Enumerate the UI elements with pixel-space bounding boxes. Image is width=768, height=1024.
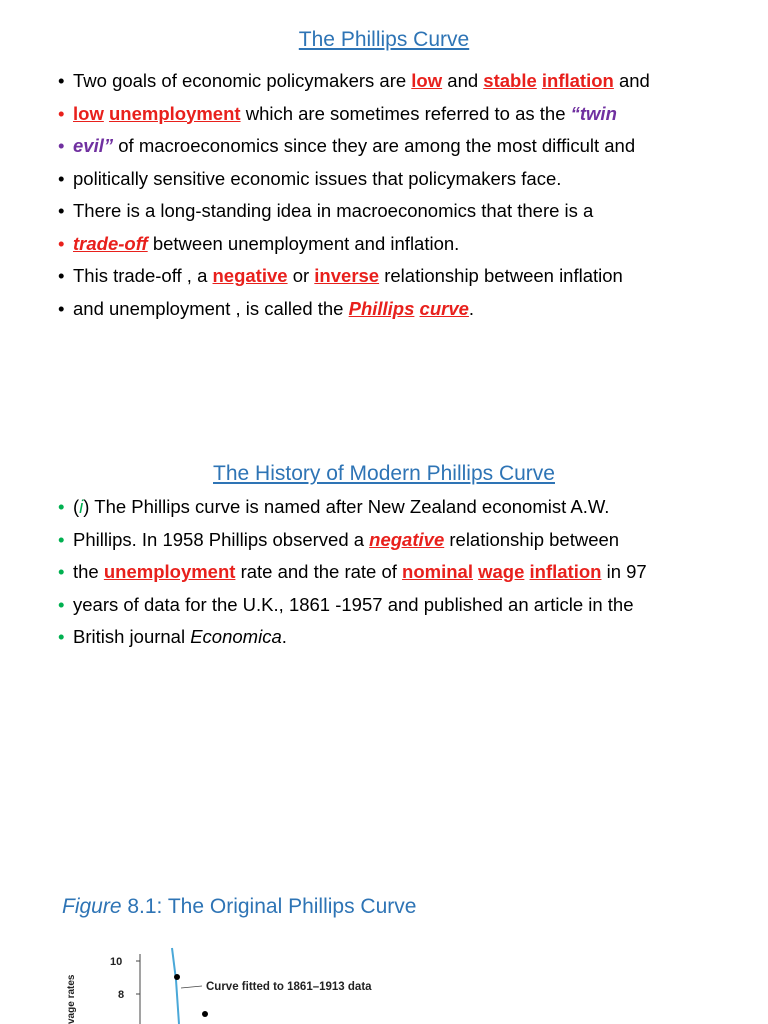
emphasis-text: evil” bbox=[73, 135, 114, 156]
body-text: relationship between inflation bbox=[379, 265, 623, 286]
list-item bbox=[58, 195, 650, 228]
bullet-marker: • bbox=[58, 626, 65, 647]
emphasis-text: inflation bbox=[529, 561, 602, 582]
phillips-curve-figure bbox=[60, 940, 520, 1024]
y-tick-label-8: 8 bbox=[118, 989, 125, 1001]
bullet-marker: • bbox=[58, 297, 65, 319]
emphasis-text: Economica bbox=[190, 626, 282, 647]
figure-caption bbox=[62, 895, 416, 919]
list-item bbox=[58, 130, 650, 163]
emphasis-text: unemployment bbox=[108, 102, 241, 124]
emphasis-text: unemployment bbox=[103, 561, 236, 582]
y-tick-label-10: 10 bbox=[110, 956, 123, 968]
list-item bbox=[58, 260, 650, 293]
body-text: and bbox=[442, 70, 484, 91]
body-text: ( bbox=[73, 496, 80, 517]
y-axis-label: vage rates bbox=[66, 974, 77, 1024]
list-item bbox=[58, 65, 650, 98]
emphasis-text: i bbox=[79, 496, 84, 517]
curve-label: Curve fitted to 1861–1913 data bbox=[206, 981, 372, 993]
phillips-curve-bullet-list bbox=[58, 65, 650, 325]
list-item bbox=[58, 98, 650, 131]
data-point bbox=[174, 974, 180, 980]
body-text: This trade-off , a bbox=[73, 265, 213, 286]
bullet-marker: • bbox=[58, 593, 65, 615]
history-bullet-list bbox=[58, 491, 647, 654]
bullet-marker: • bbox=[58, 232, 65, 254]
emphasis-text: low bbox=[73, 102, 104, 124]
emphasis-text: negative bbox=[212, 265, 288, 286]
bullet-marker: • bbox=[58, 496, 65, 517]
emphasis-text: Phillips bbox=[348, 297, 415, 319]
body-text: British journal bbox=[73, 626, 191, 647]
bullet-marker: • bbox=[58, 265, 65, 286]
bullet-marker: • bbox=[58, 135, 65, 156]
list-item bbox=[58, 589, 647, 622]
emphasis-text: “twin bbox=[570, 102, 617, 124]
list-item bbox=[58, 293, 650, 326]
body-text: which are sometimes referred to as the bbox=[240, 102, 571, 124]
body-text: There is a long-standing idea in macroeconomics that there is a bbox=[73, 200, 594, 221]
bullet-marker: • bbox=[58, 528, 65, 550]
list-item bbox=[58, 491, 647, 524]
body-text: between unemployment and inflation. bbox=[147, 232, 460, 254]
body-text: and bbox=[613, 70, 650, 91]
emphasis-text: curve bbox=[419, 297, 469, 319]
figure-caption-text: 8.1: The Original Phillips Curve bbox=[121, 895, 417, 918]
list-item bbox=[58, 228, 650, 261]
bullet-marker: • bbox=[58, 561, 65, 582]
emphasis-text: inverse bbox=[314, 265, 380, 286]
body-text: rate and the rate of bbox=[235, 561, 403, 582]
body-text: politically sensitive economic issues that policymakers face. bbox=[73, 167, 562, 189]
emphasis-text: nominal bbox=[402, 561, 473, 582]
emphasis-text: wage bbox=[478, 561, 525, 582]
body-text: Two goals of economic policymakers are bbox=[73, 70, 412, 91]
emphasis-text: stable bbox=[483, 70, 537, 91]
section-title-history: The History of Modern Phillips Curve bbox=[213, 462, 555, 485]
body-text: or bbox=[287, 265, 315, 286]
body-text: and unemployment , is called the bbox=[73, 297, 349, 319]
body-text: . bbox=[281, 626, 287, 647]
list-item bbox=[58, 163, 650, 196]
body-text: of macroeconomics since they are among the most difficult and bbox=[113, 135, 636, 156]
bullet-marker: • bbox=[58, 102, 65, 124]
section-title-phillips-curve: The Phillips Curve bbox=[298, 28, 470, 51]
body-text: . bbox=[468, 297, 475, 319]
figure-caption-label: Figure bbox=[62, 895, 122, 918]
data-point bbox=[202, 1011, 208, 1017]
emphasis-text: inflation bbox=[541, 70, 614, 91]
bullet-marker: • bbox=[58, 200, 65, 221]
bullet-marker: • bbox=[58, 167, 65, 189]
body-text: ) The Phillips curve is named after New Zealand economist A.W. bbox=[83, 496, 610, 517]
fitted-curve bbox=[172, 948, 179, 1024]
emphasis-text: low bbox=[411, 70, 443, 91]
list-item bbox=[58, 556, 647, 589]
curve-label-leader bbox=[181, 986, 202, 988]
body-text: the bbox=[73, 561, 104, 582]
emphasis-text: negative bbox=[369, 528, 445, 550]
list-item bbox=[58, 621, 647, 654]
body-text: relationship between bbox=[444, 528, 620, 550]
emphasis-text: trade-off bbox=[73, 232, 148, 254]
bullet-marker: • bbox=[58, 70, 65, 91]
list-item bbox=[58, 524, 647, 557]
body-text: Phillips. In 1958 Phillips observed a bbox=[73, 528, 370, 550]
body-text: in 97 bbox=[601, 561, 647, 582]
body-text: years of data for the U.K., 1861 -1957 and published an article in the bbox=[73, 593, 634, 615]
